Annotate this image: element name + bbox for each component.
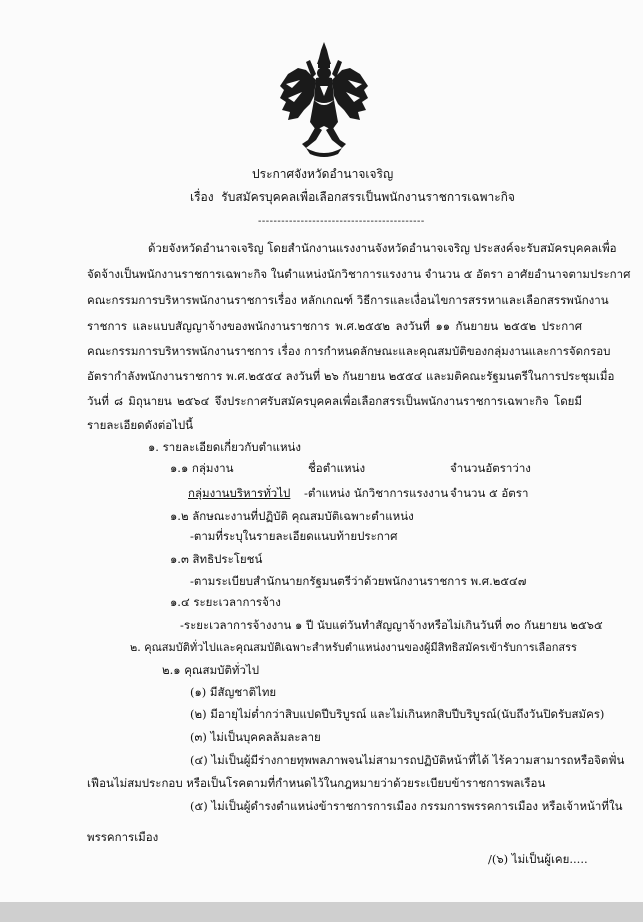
column-position-name: ชื่อตำแหน่ง (308, 461, 366, 475)
intro-line-3: คณะกรรมการบริหารพนักงานราชการเรื่อง หลักเกณฑ์ วิธีการและเงื่อนไขการสรรหาและเลือกสรรพนักงาน (87, 293, 609, 307)
vacancy-count-value: จำนวน ๕ อัตรา (450, 486, 529, 500)
document-subject (190, 189, 515, 205)
page-continuation: /(๖) ไม่เป็นผู้เคย..... (488, 852, 588, 866)
section1-4-label: ๑.๔ ระยะเวลาการจ้าง (170, 595, 281, 609)
job-group-value: กลุ่มงานบริหารทั่วไป (188, 486, 291, 500)
section2-heading: ๒. คุณสมบัติทั่วไปและคุณสมบัติเฉพาะสำหรับตำแหน่งงานของผู้มีสิทธิสมัครเข้ารับการเลือกสรร (130, 641, 577, 654)
qualification-item-4-cont: เฟือนไม่สมประกอบ หรือเป็นโรคตามที่กำหนดไว้ในกฎหมายว่าด้วยระเบียบข้าราชการพลเรือน (87, 776, 546, 790)
section2-1-label: ๒.๑ คุณสมบัติทั่วไป (162, 663, 260, 677)
position-value: -ตำแหน่ง นักวิชาการแรงงาน (304, 486, 449, 500)
intro-line-8: รายละเอียดดังต่อไปนี้ (87, 418, 194, 432)
qualification-item-4: (๔) ไม่เป็นผู้มีร่างกายทุพพลภาพจนไม่สามารถปฏิบัติหน้าที่ได้ ไร้ความสามารถหรือจิตฟั่น (190, 753, 625, 767)
intro-line-5: คณะกรรมการบริหารพนักงานราชการ เรื่อง การกำหนดลักษณะและคุณสมบัติของกลุ่มงานและการจัดกรอบ (87, 344, 611, 358)
intro-line-1: ด้วยจังหวัดอำนาจเจริญ โดยสำนักงานแรงงานจังหวัดอำนาจเจริญ ประสงค์จะรับสมัครบุคคลเพื่อ (148, 241, 617, 255)
qualification-item-1: (๑) มีสัญชาติไทย (190, 685, 277, 699)
separator-line: ------------------------------------------- (258, 216, 425, 227)
intro-line-7: วันที่ ๘ มิถุนายน ๒๕๖๔ จึงประกาศรับสมัครบุคคลเพื่อเลือกสรรเป็นพนักงานราชการเฉพาะกิจ โดยมี (87, 394, 582, 408)
intro-line-6: อัตรากำลังพนักงานราชการ พ.ศ.๒๕๕๔ ลงวันที่ ๒๖ กันยายน ๒๕๕๔ และมติคณะรัฐมนตรีในการประชุมเมื่อ (87, 369, 615, 383)
subject-label: เรื่อง (190, 190, 214, 204)
intro-line-4: ราชการ และแบบสัญญาจ้างของพนักงานราชการ พ.ศ.๒๕๕๒ ลงวันที่ ๑๑ กันยายน ๒๕๕๒ ประกาศ (87, 319, 582, 333)
intro-line-2: จัดจ้างเป็นพนักงานราชการเฉพาะกิจ ในตำแหน่งนักวิชาการแรงงาน จำนวน ๕ อัตรา อาศัยอำนาจตามประกาศ (87, 267, 631, 281)
section1-3-detail: -ตามระเบียบสำนักนายกรัฐมนตรีว่าด้วยพนักงานราชการ พ.ศ.๒๕๔๗ (190, 574, 527, 588)
qualification-item-5-cont: พรรคการเมือง (87, 830, 159, 844)
section1-2-detail: -ตามที่ระบุในรายละเอียดแนบท้ายประกาศ (190, 529, 398, 543)
background-strip (0, 902, 643, 922)
subject-text: รับสมัครบุคคลเพื่อเลือกสรรเป็นพนักงานราชการเฉพาะกิจ (221, 190, 515, 204)
section1-3-label: ๑.๓ สิทธิประโยชน์ (170, 552, 263, 566)
qualification-item-3: (๓) ไม่เป็นบุคคลล้มละลาย (190, 730, 321, 744)
section1-heading: ๑. รายละเอียดเกี่ยวกับตำแหน่ง (148, 440, 301, 454)
garuda-emblem-icon (276, 40, 372, 158)
section1-1-label: ๑.๑ กลุ่มงาน (170, 461, 234, 475)
qualification-item-5: (๕) ไม่เป็นผู้ดำรงตำแหน่งข้าราชการการเมือง กรรมการพรรคการเมือง หรือเจ้าหน้าที่ใน (190, 799, 623, 813)
section1-2-label: ๑.๒ ลักษณะงานที่ปฏิบัติ คุณสมบัติเฉพาะตำแหน่ง (170, 509, 414, 523)
section1-4-detail: -ระยะเวลาการจ้างงาน ๑ ปี นับแต่วันทำสัญญาจ้างหรือไม่เกินวันที่ ๓๐ กันยายน ๒๕๖๕ (180, 618, 603, 632)
qualification-item-2: (๒) มีอายุไม่ต่ำกว่าสิบแปดปีบริบูรณ์ และไม่เกินหกสิบปีบริบูรณ์(นับถึงวันปิดรับสมัคร) (190, 707, 605, 721)
column-vacancy-count: จำนวนอัตราว่าง (450, 461, 531, 475)
document-title: ประกาศจังหวัดอำนาจเจริญ (252, 167, 394, 181)
